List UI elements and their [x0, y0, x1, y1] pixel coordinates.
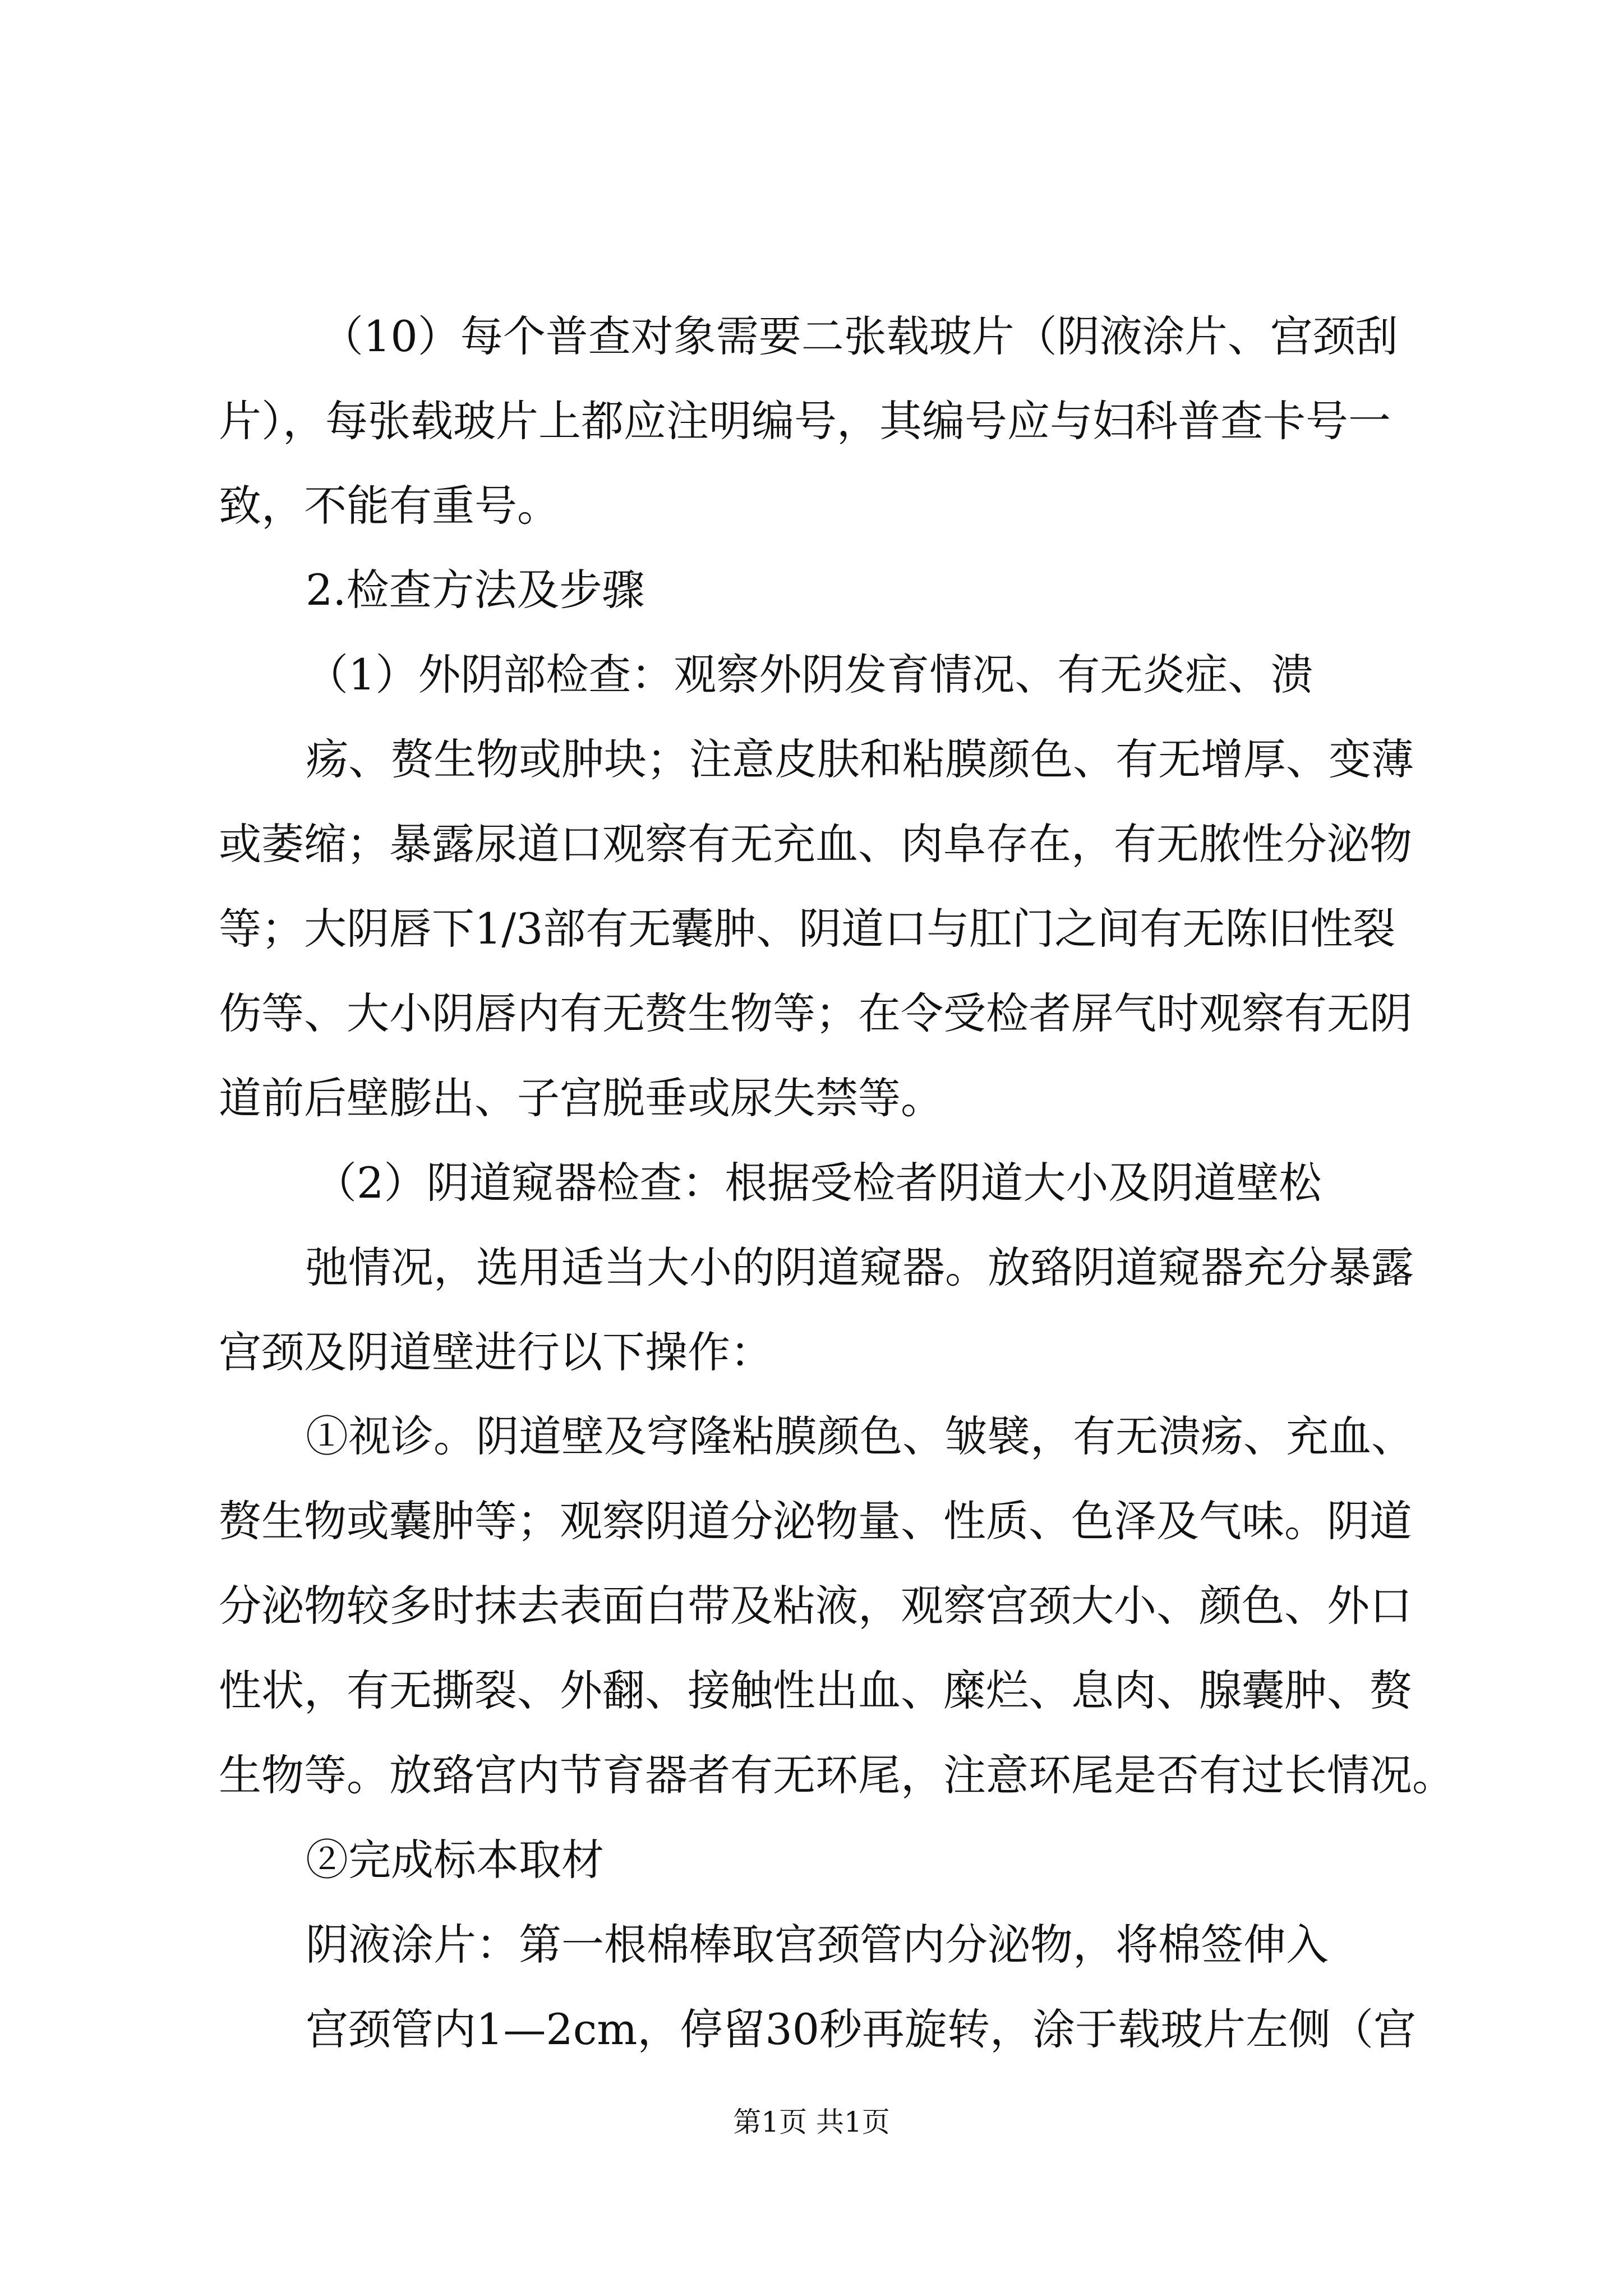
text-line: （1）外阴部检查：观察外阴发育情况、有无炎症、溃	[306, 650, 1313, 700]
text-line: 弛情况，选用适当大小的阴道窥器。放臵阴道窥器充分暴露	[306, 1243, 1414, 1292]
text-line: ②完成标本取材	[306, 1835, 604, 1885]
text-line: （10）每个普查对象需要二张载玻片（阴液涂片、宫颈刮	[321, 311, 1398, 361]
text-line: 宫颈及阴道壁进行以下操作：	[219, 1327, 773, 1377]
text-line: 阴液涂片：第一根棉棒取宫颈管内分泌物，将棉签伸入	[306, 1920, 1329, 1970]
text-line: 致，不能有重号。	[219, 481, 560, 531]
text-line: （2）阴道窥器检查：根据受检者阴道大小及阴道壁松	[314, 1158, 1322, 1208]
text-line: 疡、赘生物或肿块；注意皮肤和粘膜颜色、有无增厚、变薄	[306, 734, 1414, 784]
page-footer: 第1页 共1页	[733, 2106, 890, 2138]
text-line: 生物等。放臵宫内节育器者有无环尾，注意环尾是否有过长情况。	[219, 1750, 1455, 1800]
text-line: 等；大阴唇下1/3部有无囊肿、阴道口与肛门之间有无陈旧性裂	[219, 904, 1396, 954]
section-heading: 2.检查方法及步骤	[306, 565, 645, 615]
text-line: 片），每张载玻片上都应注明编号，其编号应与妇科普查卡号一	[219, 396, 1391, 446]
text-line: 伤等、大小阴唇内有无赘生物等；在令受检者屏气时观察有无阴	[219, 988, 1412, 1038]
text-line: 或萎缩；暴露尿道口观察有无充血、肉阜存在，有无脓性分泌物	[219, 819, 1412, 869]
text-line: 道前后壁膨出、子宫脱垂或尿失禁等。	[219, 1073, 943, 1123]
text-line: 性状，有无撕裂、外翻、接触性出血、糜烂、息肉、腺囊肿、赘	[219, 1665, 1412, 1715]
text-line: ①视诊。阴道壁及穹隆粘膜颜色、皱襞，有无溃疡、充血、	[306, 1411, 1414, 1461]
text-line: 分泌物较多时抹去表面白带及粘液，观察宫颈大小、颜色、外口	[219, 1581, 1412, 1631]
text-line: 赘生物或囊肿等；观察阴道分泌物量、性质、色泽及气味。阴道	[219, 1496, 1412, 1546]
text-line: 宫颈管内1—2cm，停留30秒再旋转，涂于载玻片左侧（宫	[306, 2004, 1417, 2054]
